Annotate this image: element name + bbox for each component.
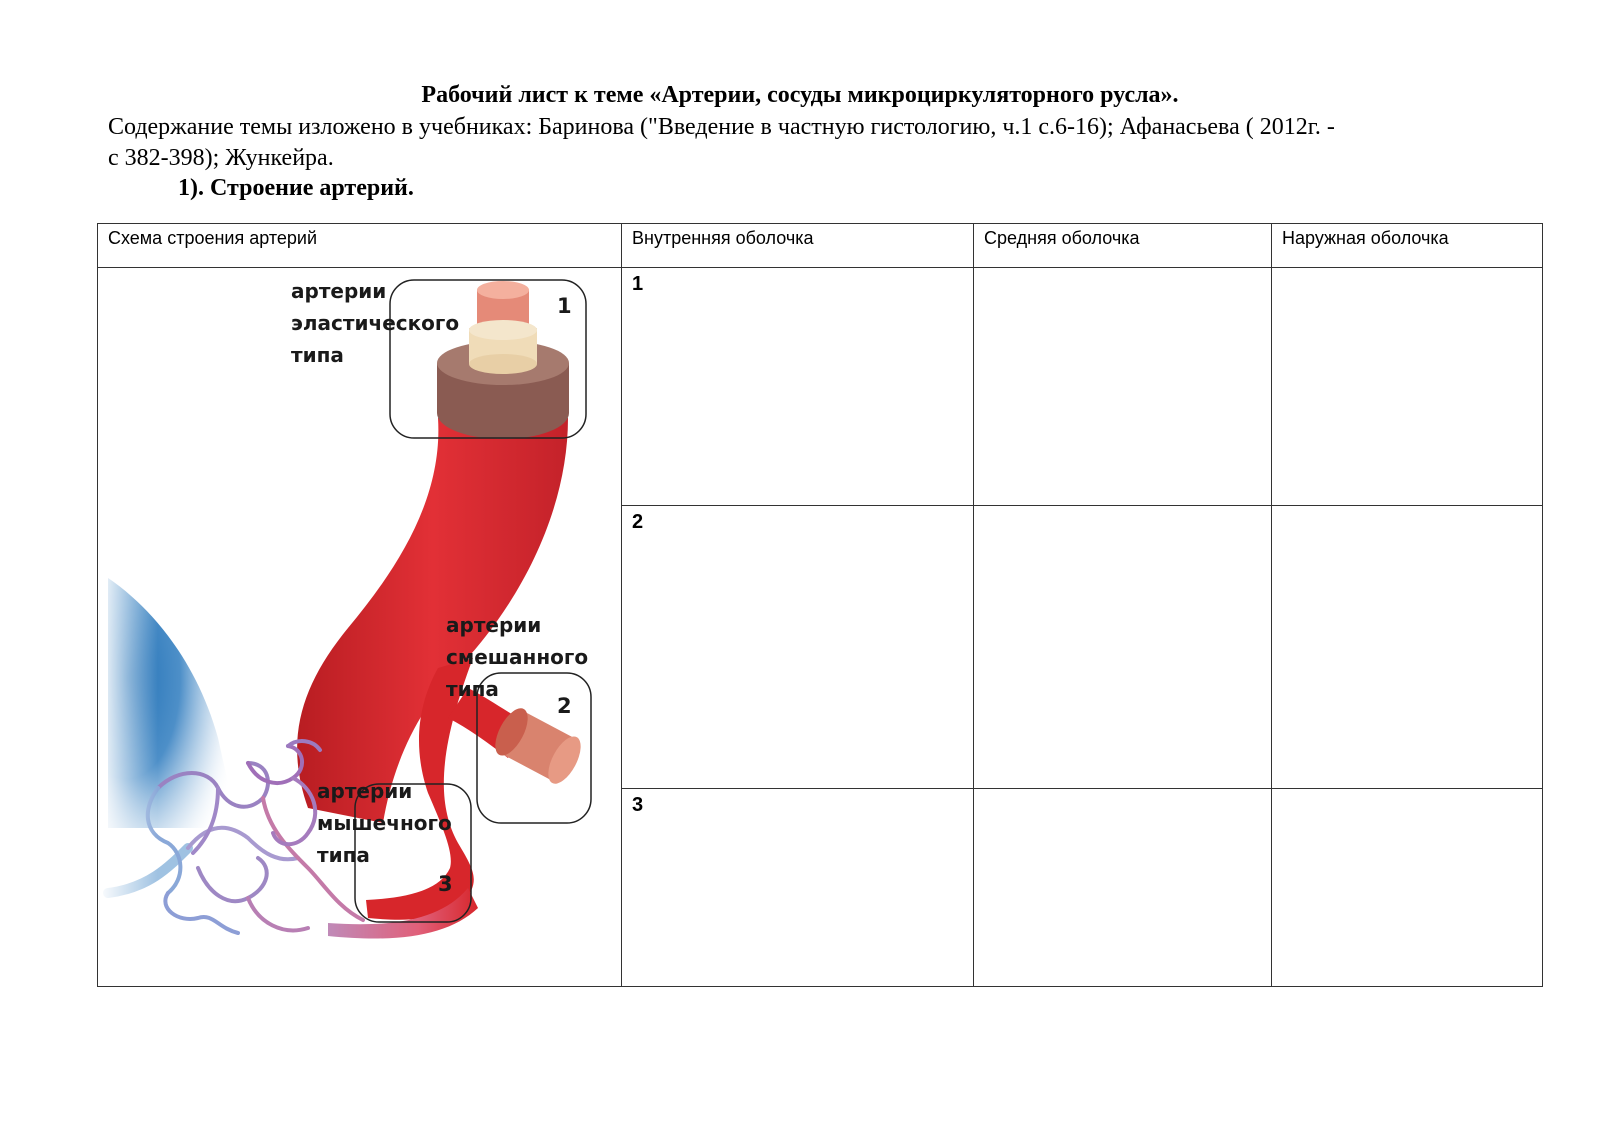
row1-outer-cell[interactable] <box>1272 268 1543 506</box>
elastic-media-bottom <box>469 354 537 374</box>
artery-diagram <box>98 268 622 988</box>
header-middle-layer: Средняя оболочка <box>974 224 1272 268</box>
label-muscular-3: типа <box>317 843 370 867</box>
label-elastic-3: типа <box>291 343 344 367</box>
intro-line-1: Содержание темы изложено в учебниках: Баринова ("Введение в частную гистологию, ч.1 с.6-16); Афанасьева ( 2012г. - <box>108 114 1335 140</box>
label-muscular-1: артерии <box>317 779 413 803</box>
intro-text <box>108 112 1498 174</box>
row-number-1: 1 <box>632 273 644 295</box>
row1-middle-cell[interactable] <box>974 268 1272 506</box>
label-muscular-2: мышечного <box>317 811 452 835</box>
marker-3: 3 <box>438 872 453 896</box>
label-elastic-1: артерии <box>291 279 387 303</box>
fade-overlay <box>98 518 158 958</box>
table-header-row <box>98 224 1543 268</box>
table-row <box>98 268 1543 506</box>
artery-structure-table <box>97 223 1543 987</box>
header-scheme: Схема строения артерий <box>98 224 622 268</box>
label-elastic-2: эластического <box>291 311 460 335</box>
elastic-media-top <box>469 320 537 340</box>
document-title: Рабочий лист к теме «Артерии, сосуды микроциркуляторного русла». <box>421 82 1179 108</box>
section-heading: 1). Строение артерий. <box>178 175 414 201</box>
elastic-lumen <box>477 281 529 299</box>
row3-outer-cell[interactable] <box>1272 789 1543 987</box>
row3-middle-cell[interactable] <box>974 789 1272 987</box>
row-number-2: 2 <box>632 511 644 533</box>
row3-inner-cell[interactable] <box>622 789 974 987</box>
header-inner-layer: Внутренняя оболочка <box>622 224 974 268</box>
row2-middle-cell[interactable] <box>974 506 1272 789</box>
label-mixed-2: смешанного <box>446 645 589 669</box>
row-number-3: 3 <box>632 794 644 816</box>
row2-outer-cell[interactable] <box>1272 506 1543 789</box>
row2-inner-cell[interactable] <box>622 506 974 789</box>
marker-2: 2 <box>557 694 572 718</box>
row1-inner-cell[interactable] <box>622 268 974 506</box>
header-outer-layer: Наружная оболочка <box>1272 224 1543 268</box>
label-mixed-3: типа <box>446 677 499 701</box>
label-mixed-1: артерии <box>446 613 542 637</box>
marker-1: 1 <box>557 294 572 318</box>
diagram-cell <box>98 268 622 987</box>
intro-line-2: с 382-398); Жункейра. <box>108 145 334 171</box>
